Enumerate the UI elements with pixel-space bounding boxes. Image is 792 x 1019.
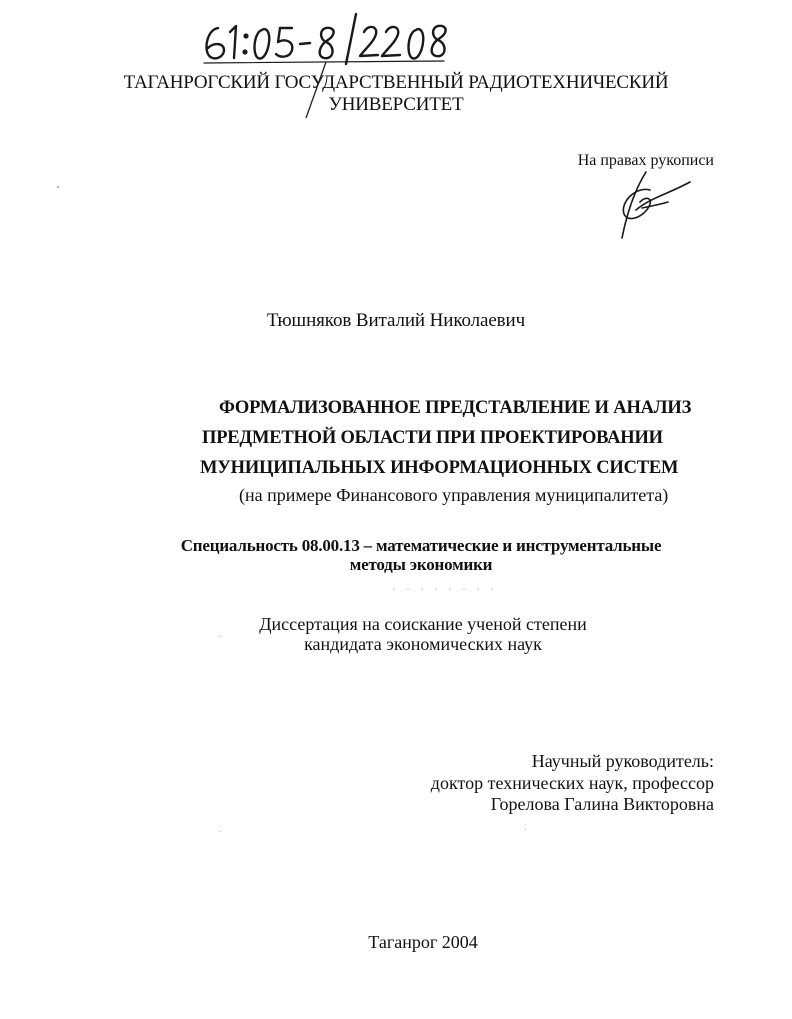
scan-noise (390, 586, 540, 592)
supervisor-degree: доктор технических наук, профессор (430, 772, 714, 793)
author-name: Тюшняков Виталий Николаевич (266, 310, 526, 331)
university-name (0, 72, 792, 116)
specialty-line-1: Специальность 08.00.13 – математические и инструментальные (180, 536, 662, 555)
archive-code-handwriting (196, 6, 456, 66)
rights-notice: На правах рукописи (577, 152, 714, 169)
university-line-1: ТАГАНРОГСКИЙ ГОСУДАРСТВЕННЫЙ РАДИОТЕХНИЧЕСКИЙ (123, 72, 669, 93)
title-subtitle: (на примере Финансового управления муниципалитета) (239, 485, 669, 505)
scan-speck (219, 831, 220, 832)
supervisor-block (431, 751, 714, 816)
title-line-2: ПРЕДМЕТНОЙ ОБЛАСТИ ПРИ ПРОЕКТИРОВАНИИ (202, 428, 663, 448)
specialty-line-2: методы экономики (349, 555, 493, 574)
university-line-2: УНИВЕРСИТЕТ (328, 94, 464, 115)
title-line-1: ФОРМАЛИЗОВАННОЕ ПРЕДСТАВЛЕНИЕ И АНАЛИЗ (219, 398, 692, 418)
supervisor-name: Горелова Галина Викторовна (490, 794, 714, 814)
dissertation-line-2: кандидата экономических наук (304, 634, 542, 654)
specialty (0, 536, 792, 574)
dissertation-line-1: Диссертация на соискание ученой степени (259, 614, 587, 634)
supervisor-role: Научный руководитель: (531, 751, 714, 771)
scan-speck (57, 186, 59, 188)
title-line-3: МУНИЦИПАЛЬНЫХ ИНФОРМАЦИОННЫХ СИСТЕМ (200, 458, 679, 478)
dissertation-note (0, 614, 792, 654)
svg-text:61:05-8/2208: 61:05-8/2208 (196, 6, 202, 7)
signature-icon (606, 168, 696, 243)
city-year: Таганрог 2004 (368, 932, 478, 952)
scan-speck (525, 829, 526, 830)
